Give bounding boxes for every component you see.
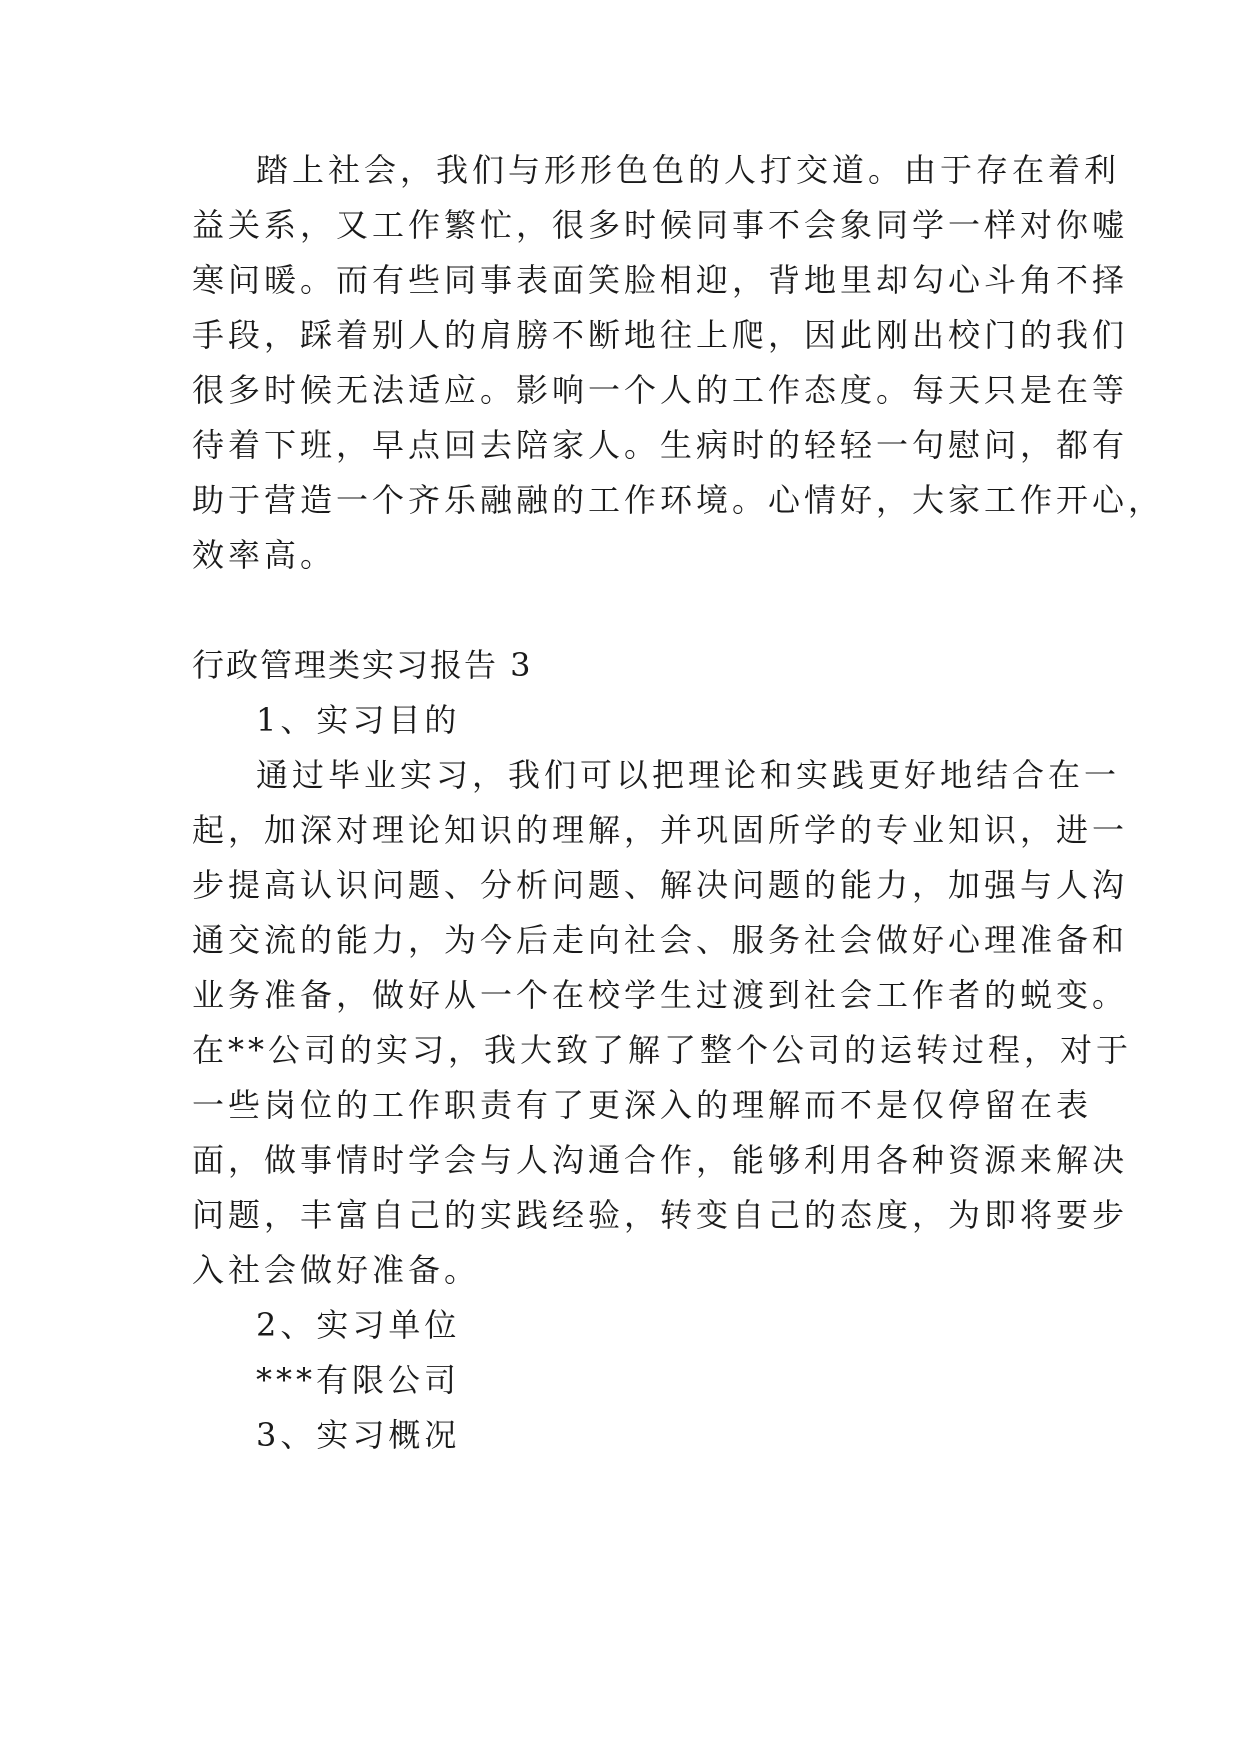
- item-2-value: ***有限公司: [256, 1361, 461, 1399]
- paragraph-1-line-5: 很多时候无法适应。影响一个人的工作态度。每天只是在等: [192, 371, 1129, 409]
- paragraph-2-line-6: 在**公司的实习，我大致了解了整个公司的运转过程，对于: [192, 1031, 1133, 1069]
- item-2-heading: 2、实习单位: [256, 1306, 461, 1344]
- paragraph-2-line-1: 通过毕业实习，我们可以把理论和实践更好地结合在一: [256, 756, 1121, 794]
- paragraph-1-line-2: 益关系，又工作繁忙，很多时候同事不会象同学一样对你嘘: [192, 206, 1129, 244]
- paragraph-2-line-9: 问题，丰富自己的实践经验，转变自己的态度，为即将要步: [192, 1196, 1129, 1234]
- paragraph-2-line-5: 业务准备，做好从一个在校学生过渡到社会工作者的蜕变。: [192, 976, 1129, 1014]
- paragraph-2-line-7: 一些岗位的工作职责有了更深入的理解而不是仅停留在表: [192, 1086, 1093, 1124]
- paragraph-1-line-7: 助于营造一个齐乐融融的工作环境。心情好，大家工作开心，: [192, 481, 1165, 519]
- paragraph-1-line-4: 手段，踩着别人的肩膀不断地往上爬，因此刚出校门的我们: [192, 316, 1129, 354]
- paragraph-2-line-4: 通交流的能力，为今后走向社会、服务社会做好心理准备和: [192, 921, 1129, 959]
- paragraph-2-line-2: 起，加深对理论知识的理解，并巩固所学的专业知识，进一: [192, 811, 1129, 849]
- item-3-heading: 3、实习概况: [256, 1416, 461, 1454]
- paragraph-2-line-10: 入社会做好准备。: [192, 1251, 481, 1289]
- item-1-heading: 1、实习目的: [256, 701, 461, 739]
- paragraph-2-line-3: 步提高认识问题、分析问题、解决问题的能力，加强与人沟: [192, 866, 1129, 904]
- paragraph-1-line-3: 寒问暖。而有些同事表面笑脸相迎，背地里却勾心斗角不择: [192, 261, 1129, 299]
- section-title: 行政管理类实习报告 3: [192, 646, 533, 684]
- paragraph-1-line-6: 待着下班，早点回去陪家人。生病时的轻轻一句慰问，都有: [192, 426, 1129, 464]
- paragraph-2-line-8: 面，做事情时学会与人沟通合作，能够利用各种资源来解决: [192, 1141, 1129, 1179]
- paragraph-1-line-8: 效率高。: [192, 536, 337, 574]
- paragraph-1-line-1: 踏上社会，我们与形形色色的人打交道。由于存在着利: [256, 151, 1121, 189]
